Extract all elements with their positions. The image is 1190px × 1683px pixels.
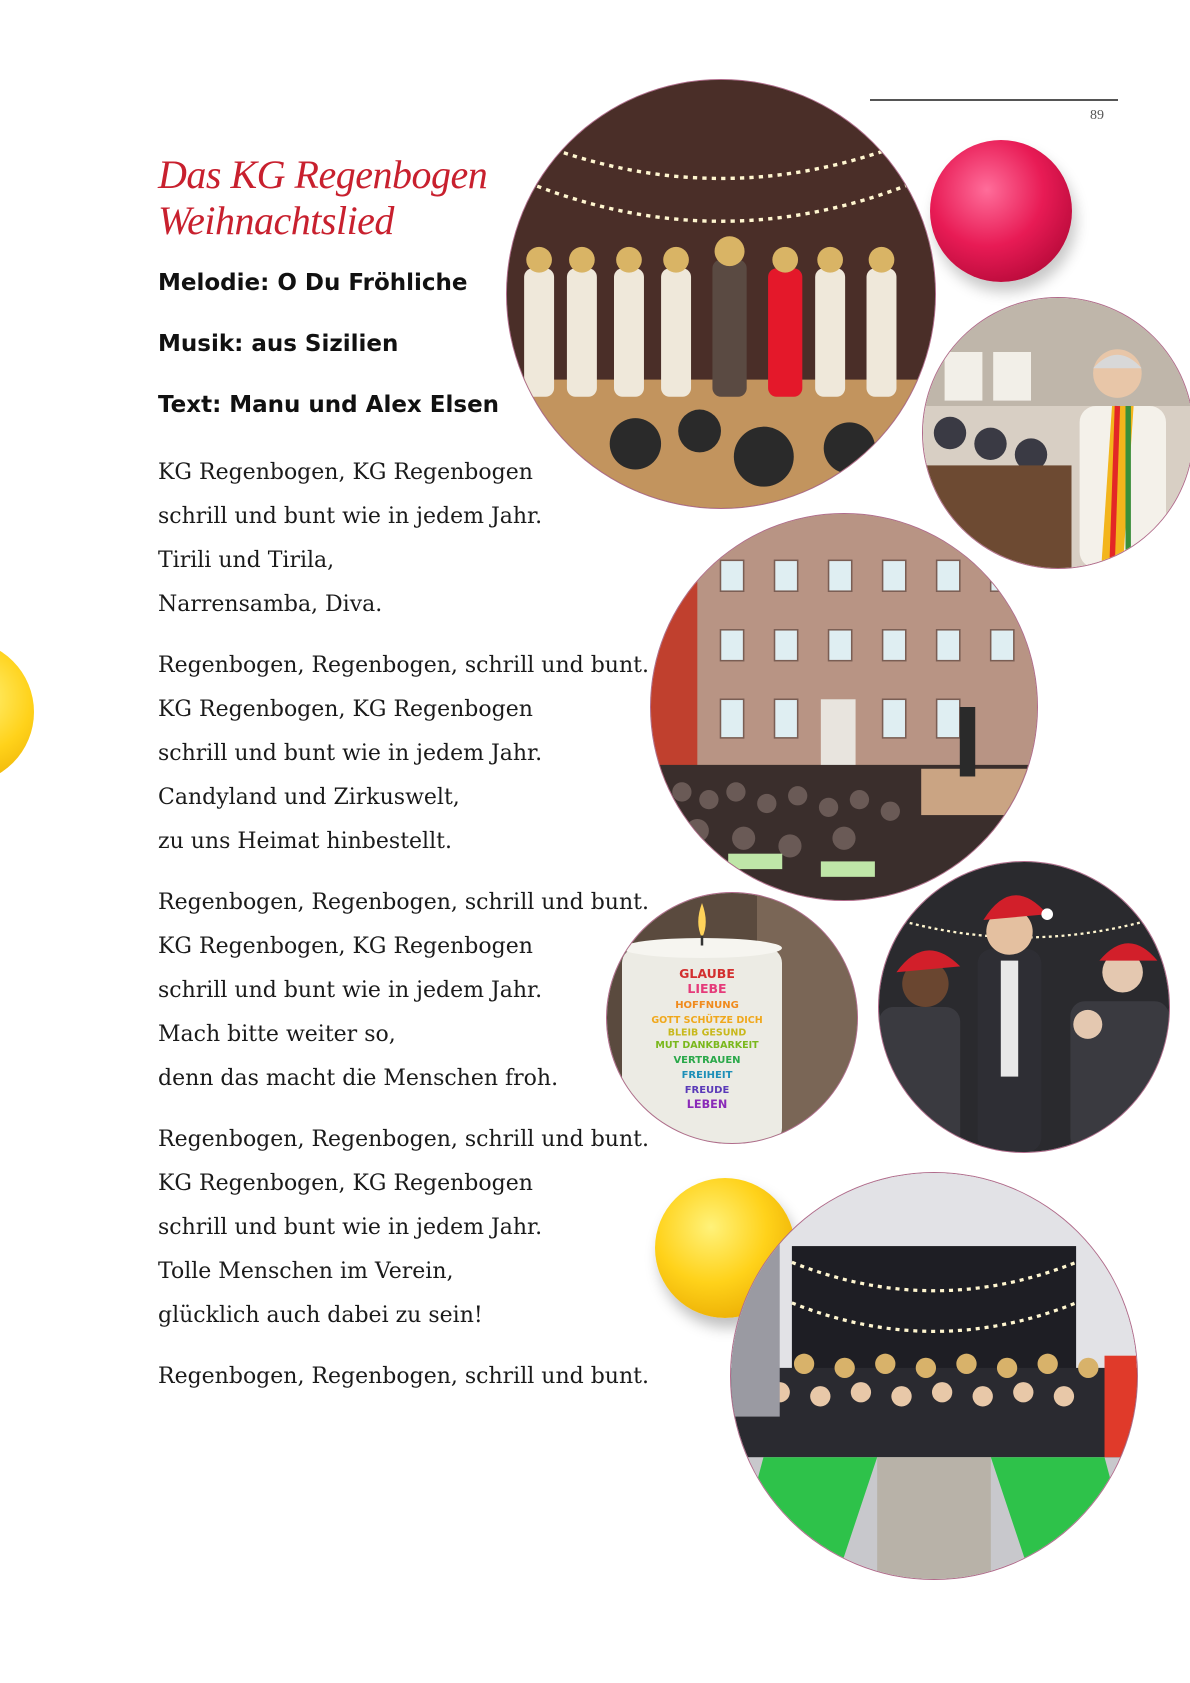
candle-word: BLEIB GESUND	[667, 1027, 747, 1039]
melody-credit: Melodie: O Du Fröhliche	[158, 270, 468, 296]
lyric-line: Tolle Menschen im Verein,	[158, 1259, 454, 1284]
lyrics	[158, 451, 658, 1416]
candle-word: GOTT SCHÜTZE DICH	[651, 1015, 763, 1026]
music-credit: Musik: aus Sizilien	[158, 331, 399, 357]
stanza-3	[158, 881, 658, 1101]
lyric-line: zu uns Heimat hinbestellt.	[158, 829, 452, 854]
title-line-1: Das KG Regenbogen	[158, 152, 488, 197]
photo-stage-choir	[507, 80, 935, 508]
lyric-line: schrill und bunt wie in jedem Jahr.	[158, 504, 543, 529]
yellow-glitter-ball-left	[0, 640, 34, 784]
photo-candle-glass	[607, 893, 857, 1143]
photo-hall-audience	[651, 514, 1037, 900]
header-rule	[870, 99, 1118, 101]
lyric-line: schrill und bunt wie in jedem Jahr.	[158, 978, 543, 1003]
lyric-line: schrill und bunt wie in jedem Jahr.	[158, 1215, 543, 1240]
lyric-line: Regenbogen, Regenbogen, schrill und bunt.	[158, 653, 649, 678]
photo-priest-rainbow-stole	[923, 298, 1190, 568]
text-credit: Text: Manu und Alex Elsen	[158, 392, 500, 418]
candle-word: GLAUBE	[679, 966, 735, 981]
lyric-line: Regenbogen, Regenbogen, schrill und bunt.	[158, 890, 649, 915]
lyric-line: Regenbogen, Regenbogen, schrill und bunt.	[158, 1127, 649, 1152]
candle-word: FREUDE	[684, 1085, 730, 1096]
candle-word: FREIHEIT	[681, 1070, 733, 1081]
candle-word: MUT DANKBARKEIT	[655, 1040, 759, 1051]
lyric-line: glücklich auch dabei zu sein!	[158, 1303, 483, 1328]
candle-word: LIEBE	[687, 981, 727, 996]
lyric-line: KG Regenbogen, KG Regenbogen	[158, 1171, 533, 1196]
stanza-1	[158, 451, 658, 627]
lyric-line: Candyland und Zirkuswelt,	[158, 785, 460, 810]
photo-santa-hat-singers	[879, 862, 1169, 1152]
red-glitter-ball	[930, 140, 1072, 282]
lyric-line: denn das macht die Menschen froh.	[158, 1066, 559, 1091]
candle-word: HOFFNUNG	[675, 1000, 739, 1011]
lyric-line: schrill und bunt wie in jedem Jahr.	[158, 741, 543, 766]
lyric-line: Regenbogen, Regenbogen, schrill und bunt.	[158, 1364, 649, 1389]
lyric-line: KG Regenbogen, KG Regenbogen	[158, 697, 533, 722]
stanza-2	[158, 644, 658, 864]
lyric-line: Mach bitte weiter so,	[158, 1022, 396, 1047]
lyric-line: Tirili und Tirila,	[158, 548, 335, 573]
page-number: 89	[1090, 108, 1104, 123]
song-title	[158, 152, 487, 244]
lyric-line: Narrensamba, Diva.	[158, 592, 383, 617]
title-line-2: Weihnachtslied	[158, 198, 394, 243]
lyric-line: KG Regenbogen, KG Regenbogen	[158, 934, 533, 959]
photo-group-celebration	[731, 1173, 1137, 1579]
stanza-4	[158, 1118, 658, 1338]
lyric-line: KG Regenbogen, KG Regenbogen	[158, 460, 533, 485]
candle-word: LEBEN	[686, 1098, 728, 1111]
stanza-5	[158, 1355, 658, 1399]
candle-word: VERTRAUEN	[673, 1055, 741, 1066]
